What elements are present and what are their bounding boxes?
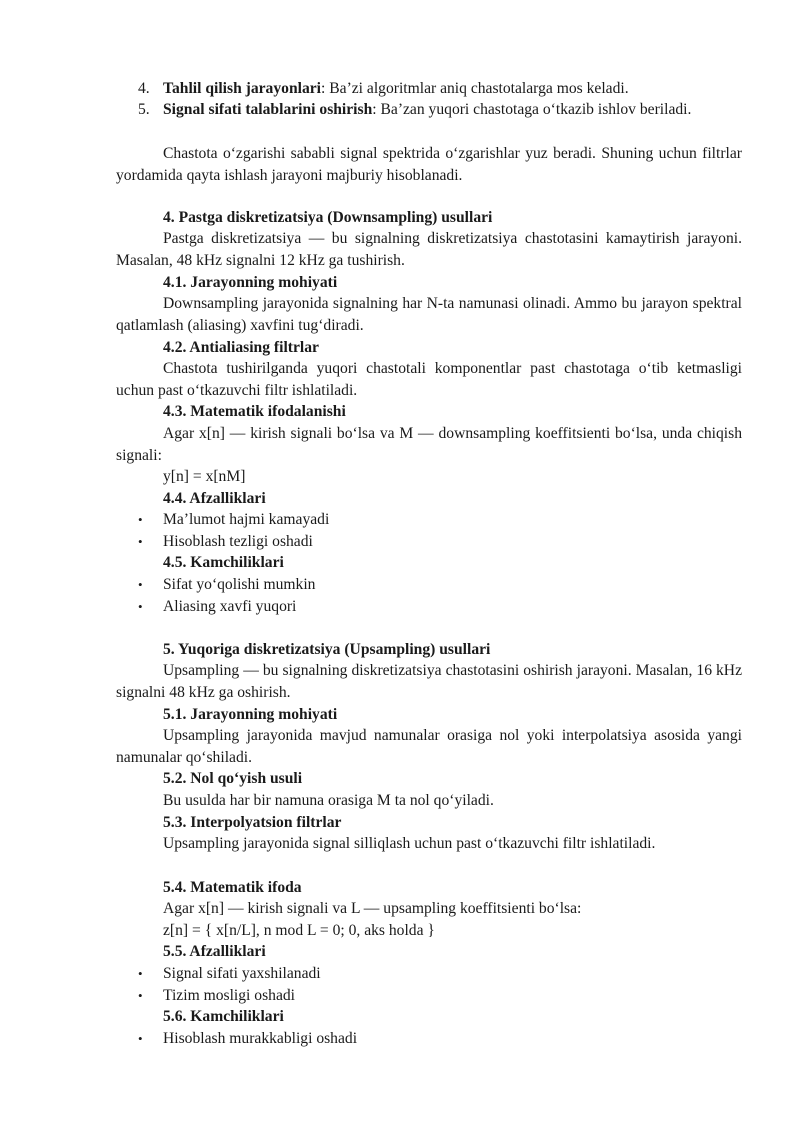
paragraph: Upsampling jarayonida signal silliqlash uchun past o‘tkazuvchi filtr ishlatiladi. (163, 835, 656, 852)
list-item (163, 78, 742, 100)
list-item: Hisoblash murakkabligi oshadi (163, 1030, 358, 1047)
subsection-heading: 5.6. Kamchiliklari (163, 1008, 284, 1025)
section-heading: 5. Yuqoriga diskretizatsiya (Upsampling) usullari (163, 641, 491, 658)
paragraph: Downsampling jarayonida signalning har N-ta namunasi olinadi. Ammo bu jarayon spektral qatlamlash (aliasing) xavfini tug‘diradi. (116, 295, 742, 334)
list-item: Tizim mosligi oshadi (163, 987, 295, 1004)
list-item: Sifat yo‘qolishi mumkin (163, 576, 316, 593)
subsection-heading: 5.5. Afzalliklari (163, 943, 266, 960)
list-item-bold: Signal sifati talablarini oshirish (163, 101, 373, 118)
list-item: Aliasing xavfi yuqori (163, 598, 297, 615)
list-item: Ma’lumot hajmi kamayadi (163, 511, 330, 528)
list-item-text: : Ba’zan yuqori chastotaga o‘tkazib ishlov beriladi. (372, 101, 692, 118)
bullet-icon: • (138, 599, 143, 614)
bullet-icon: • (138, 534, 143, 549)
paragraph: Chastota o‘zgarishi sababli signal spektrida o‘zgarishlar yuz beradi. Shuning uchun filtrlar yordamida qayta ishlash jarayoni majburiy hisoblanadi. (116, 145, 742, 184)
list-item-bold: Tahlil qilish jarayonlari (163, 80, 322, 97)
subsection-heading: 5.1. Jarayonning mohiyati (163, 706, 338, 723)
subsection-heading: 5.4. Matematik ifoda (163, 879, 302, 896)
subsection-heading: 4.1. Jarayonning mohiyati (163, 274, 338, 291)
list-item-text: : Ba’zi algoritmlar aniq chastotalarga mos keladi. (321, 80, 629, 97)
paragraph: Chastota tushirilganda yuqori chastotali komponentlar past chastotaga o‘tib ketmasligi uchun past o‘tkazuvchi filtr ishlatiladi. (116, 360, 742, 399)
paragraph: Upsampling — bu signalning diskretizatsiya chastotasini oshirish jarayoni. Masalan, 16 kHz signalni 48 kHz ga oshirish. (116, 662, 742, 701)
subsection-heading: 5.3. Interpolyatsion filtrlar (163, 814, 342, 831)
subsection-heading: 5.2. Nol qo‘yish usuli (163, 770, 303, 787)
bullet-icon: • (138, 1031, 143, 1046)
bullet-icon: • (138, 512, 143, 527)
subsection-heading: 4.3. Matematik ifodalanishi (163, 403, 346, 420)
list-item: Signal sifati yaxshilanadi (163, 965, 321, 982)
list-number: 4. (138, 80, 150, 97)
formula: z[n] = { x[n/L], n mod L = 0; 0, aks holda } (163, 922, 435, 939)
paragraph: Bu usulda har bir namuna orasiga M ta nol qo‘yiladi. (163, 792, 494, 809)
list-item (163, 99, 742, 121)
list-item: Hisoblash tezligi oshadi (163, 533, 313, 550)
list-number: 5. (138, 101, 150, 118)
paragraph: Agar x[n] — kirish signali bo‘lsa va M — downsampling koeffitsienti bo‘lsa, unda chiqish signali: (116, 425, 742, 464)
paragraph: Upsampling jarayonida mavjud namunalar orasiga nol yoki interpolatsiya asosida yangi namunalar qo‘shiladi. (116, 727, 742, 766)
bullet-icon: • (138, 577, 143, 592)
bullet-icon: • (138, 966, 143, 981)
subsection-heading: 4.4. Afzalliklari (163, 490, 266, 507)
paragraph: Pastga diskretizatsiya — bu signalning diskretizatsiya chastotasini kamaytirish jarayoni. Masalan, 48 kHz signalni 12 kHz ga tushirish. (116, 230, 742, 269)
section-heading: 4. Pastga diskretizatsiya (Downsampling) usullari (163, 209, 493, 226)
formula: y[n] = x[nM] (163, 468, 246, 485)
bullet-icon: • (138, 988, 143, 1003)
paragraph: Agar x[n] — kirish signali va L — upsampling koeffitsienti bo‘lsa: (163, 900, 582, 917)
subsection-heading: 4.5. Kamchiliklari (163, 554, 284, 571)
subsection-heading: 4.2. Antialiasing filtrlar (163, 339, 319, 356)
